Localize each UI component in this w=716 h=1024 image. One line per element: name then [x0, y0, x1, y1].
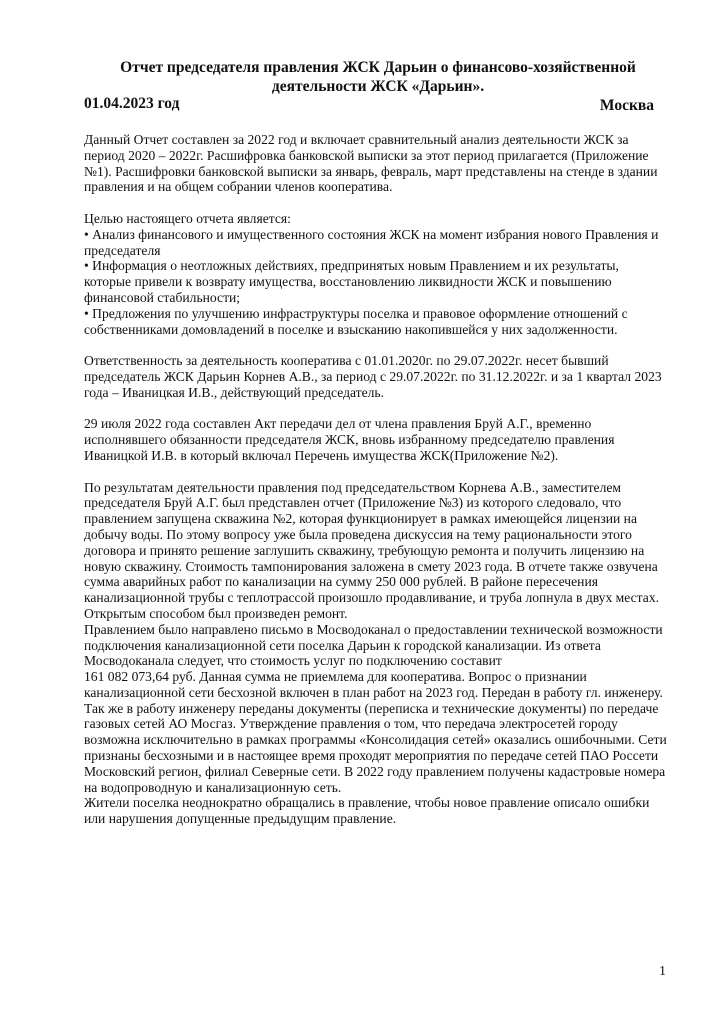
paragraph-networks: 161 082 073,64 руб. Данная сумма не приемлема для кооператива. Вопрос о признании канализационной сети бесхозной включен в план работ на 2023 год. Передан в работу гл. инженеру. Так же в работу инженеру переданы документы (переписка и технические документы) по передаче газовых сетей АО Мосгаз. Утверждение правления о том, что передача электросетей городу возможна исключительно в рамках программы «Консолидация сетей» оказались ошибочными. Сети признаны бесхозными и в настоящее время проходят мероприятия по передаче сетей ПАО Россети Московский регион, филиал Северные сети. В 2022 году правлением получены кадастровые номера на водопроводную и канализационную сеть. — [84, 669, 667, 795]
paragraph-goals-heading: Целью настоящего отчета является: — [84, 210, 291, 226]
paragraph-mosvodokanal-letter: Правлением было направлено письмо в Мосводоканал о предоставлении технической возможности подключения канализационной сети поселка Дарьин к городской канализации. Из ответа Мосводоканала следует, что стоимость услуг по подключению составит — [84, 621, 663, 669]
list-item-goal-1: • Анализ финансового и имущественного состояния ЖСК на момент избрания нового Правления и председателя — [84, 226, 659, 258]
paragraph-responsibility: Ответственность за деятельность кооператива с 01.01.2020г. по 29.07.2022г. несет бывший председатель ЖСК Дарьин Корнев А.В., за период с 29.07.2022г. по 31.12.2022г. и за 1 квартал 2023 года – Иваницкая И.В., действующий председатель. — [84, 353, 662, 400]
spacer — [84, 195, 668, 211]
paragraph-intro: Данный Отчет составлен за 2022 год и включает сравнительный анализ деятельности ЖСК за период 2020 – 2022г. Расшифровка банковской выписки за этот период прилагается (Приложение №1). Расшифровки банковской выписки за январь, февраль, март представлены на стенде в здании правления и на общем собрании членов кооператива. — [84, 132, 658, 195]
title-line-2: деятельности ЖСК «Дарьин». — [271, 78, 485, 95]
paragraph-previous-board-results: По результатам деятельности правления под председательством Корнева А.В., заместителем председателя Бруй А.Г. был представлен отчет (Приложение №3) из которого следовало, что правлением запущена скважина №2, которая функционирует в рамках имеющейся лицензии на добычу воды. По этому вопросу уже была проведена дискуссия на тему рациональности этого договора и принято решение заглушить скважину, требующую ремонта и получить лицензию на новую скважину. Стоимость тампонирования заложена в смету 2023 года. В отчете также озвучена сумма аварийных работ по канализации на сумму 250 000 рублей. В районе пересечения канализационной трубы с теплотрассой произошло продавливание, и труба лопнула в двух местах. Открытым способом был произведен ремонт. — [84, 479, 660, 621]
paragraph-handover-act: 29 июля 2022 года составлен Акт передачи дел от члена правления Бруй А.Г., временно исполнявшего обязанности председателя ЖСК, вновь избранному председателю правления Иваницкой И.В. в который включал Перечень имущества ЖСК(Приложение №2). — [84, 416, 615, 463]
title-line-1: Отчет председателя правления ЖСК Дарьин о финансово-хозяйственной — [120, 59, 636, 76]
report-date: 01.04.2023 год — [84, 95, 180, 112]
spacer — [84, 464, 668, 480]
spacer — [84, 337, 668, 353]
paragraph-residents: Жители поселка неоднократно обращались в правление, чтобы новое правление описало ошибки или нарушения допущенные предыдущим правление. — [84, 795, 650, 827]
page-number: 1 — [659, 964, 666, 979]
page-title — [60, 58, 696, 96]
report-city: Москва — [599, 97, 654, 114]
list-item-goal-2: • Информация о неотложных действиях, предпринятых новым Правлением и их результаты, которые привели к возврату имущества, восстановлению ликвидности ЖСК и повышению финансовой стабильности; — [84, 258, 619, 305]
spacer — [84, 401, 668, 417]
report-body — [84, 132, 668, 827]
list-item-goal-3: • Предложения по улучшению инфраструктуры поселка и правовое оформление отношений с собственниками домовладений в поселке и взысканию накопившейся у них задолженности. — [84, 305, 628, 337]
